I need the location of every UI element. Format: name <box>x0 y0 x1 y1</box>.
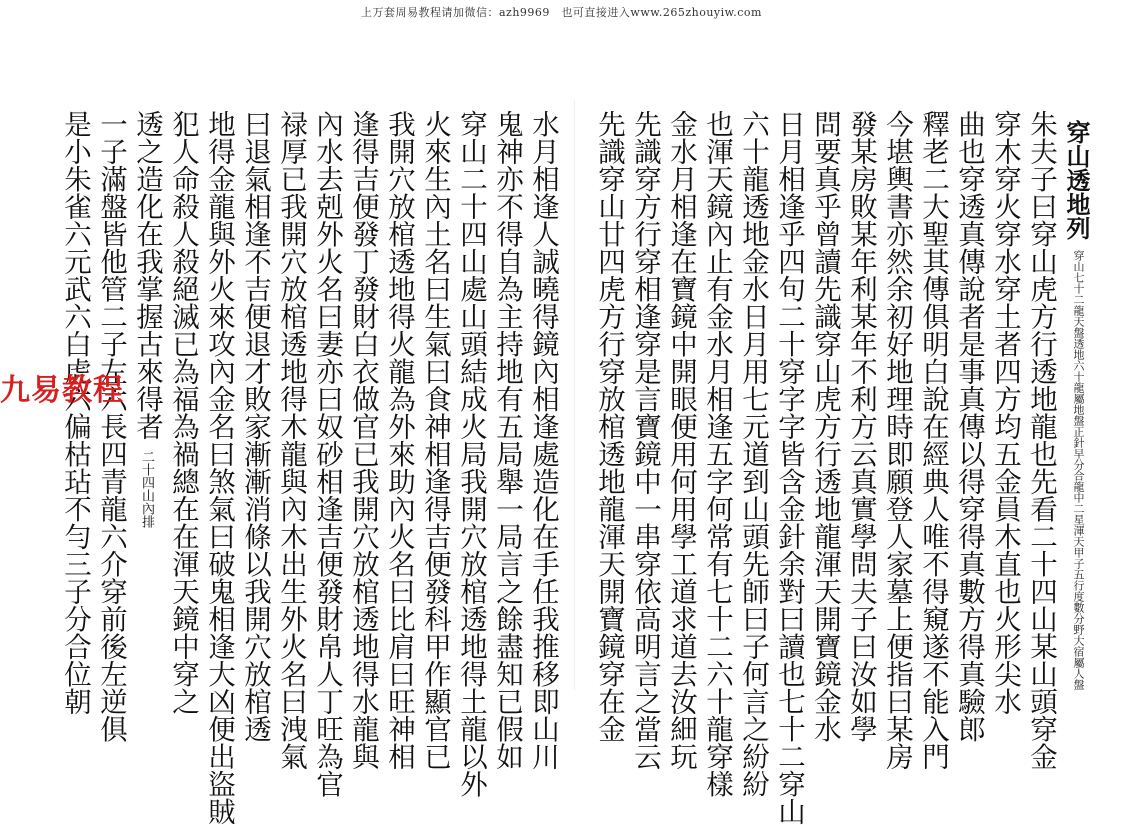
text-column: 我開穴放棺透地得火龍為外來助內火名曰比肩曰旺神相 <box>383 110 415 770</box>
text-column: 曲也穿透真傳說者是事真傳以得穿得真數方得真驗郎 <box>953 110 985 743</box>
text-column: 六十龍透地金水日月用七元道到山頭先師曰子何言之紛紛 <box>737 110 769 798</box>
text-column: 是小朱雀六元武六白虎六偏枯玷不勻三子分合位朝 <box>59 110 91 715</box>
text-column: 金水月相逢在寶鏡中開眼便用何用學工道求道去汝細玩 <box>665 110 697 770</box>
text-column: 水月相逢人誠曉得鏡內相逢處造化在手任我推移即山川 <box>527 110 559 770</box>
title-note: 穿山七十二龍天盤透地六十龍屬地盤正針早分合龍中二星渾天甲子五行度數分野大宿屬人盤 <box>1072 250 1085 690</box>
watermark-logo: 九易教程 <box>0 373 124 408</box>
text-column: 朱夫子曰穿山虎方行透地龍也先看二十四山某山頭穿金 <box>1025 110 1057 770</box>
text-column: 穿木穿火穿水穿土者四方均五金員木直也火形尖水 <box>989 110 1021 715</box>
text-column: 也渾天鏡內止有金水月相逢五字何常有七十二六十龍穿樣 <box>701 110 733 798</box>
text-column: 先識穿山廿四虎方行穿放棺透地龍渾天開寶鏡穿在金 <box>593 110 625 743</box>
text-column: 日月相逢乎四句二十穿字字皆含金針余對曰讀也七十二穿山 <box>773 110 805 825</box>
section-title: 穿山透地列 <box>1062 120 1091 240</box>
text-column: 透之造化在我掌握古來得者 <box>131 110 163 440</box>
text-column: 先識穿方行穿相逢穿是言寶鏡中一串穿依高明言之當云 <box>629 110 661 770</box>
page-fold <box>574 100 575 690</box>
text-column: 發某房敗某年利某年不利方云真實學問夫子曰汝如學 <box>845 110 877 743</box>
text-column: 地得金龍與外火來攻內金名曰煞氣曰破鬼相逢大凶便出盜賊 <box>203 110 235 825</box>
text-column: 釋老二大聖其傳俱明白說在經典人唯不得窺遂不能入門 <box>917 110 949 770</box>
text-column: 犯人命殺人殺絕滅已為福為禍總在在渾天鏡中穿之 <box>167 110 199 715</box>
text-column: 火來生內土名曰生氣曰食神相逢得吉便發科甲作顯官已 <box>419 110 451 770</box>
text-column: 鬼神亦不得自為主持地有五局舉一局言之餘盡知已假如 <box>491 110 523 770</box>
text-column: 禄厚已我開穴放棺透地得木龍與內木出生外火名曰洩氣 <box>275 110 307 770</box>
text-column: 逢得吉便發丁發財白衣做官已我開穴放棺透地得水龍與 <box>347 110 379 770</box>
right-page <box>588 110 1091 825</box>
text-column: 今堪輿書亦然余初好地理時即願登人家墓上便指曰某房 <box>881 110 913 770</box>
text-column: 曰退氣相逢不吉便退才敗家漸漸消條以我開穴放棺透 <box>239 110 271 743</box>
text-column: 一子滿盤皆他管二子左六長四青龍六介穿前後左逆俱 <box>95 110 127 743</box>
text-column: 穿山二十四山處山頭結成火局我開穴放棺透地得土龍以外 <box>455 110 487 798</box>
header-banner: 上万套周易教程请加微信：azh9969 也可直接进入www.265zhouyiw.com <box>360 6 762 19</box>
section-label: 二十四山內排 <box>139 450 154 528</box>
text-column: 問要真乎曾讀先識穿山虎方行透地龍渾天開寶鏡金水 <box>809 110 841 743</box>
text-column: 內水去剋外火名曰妻亦曰奴砂相逢吉便發財帛人丁旺為官 <box>311 110 343 798</box>
